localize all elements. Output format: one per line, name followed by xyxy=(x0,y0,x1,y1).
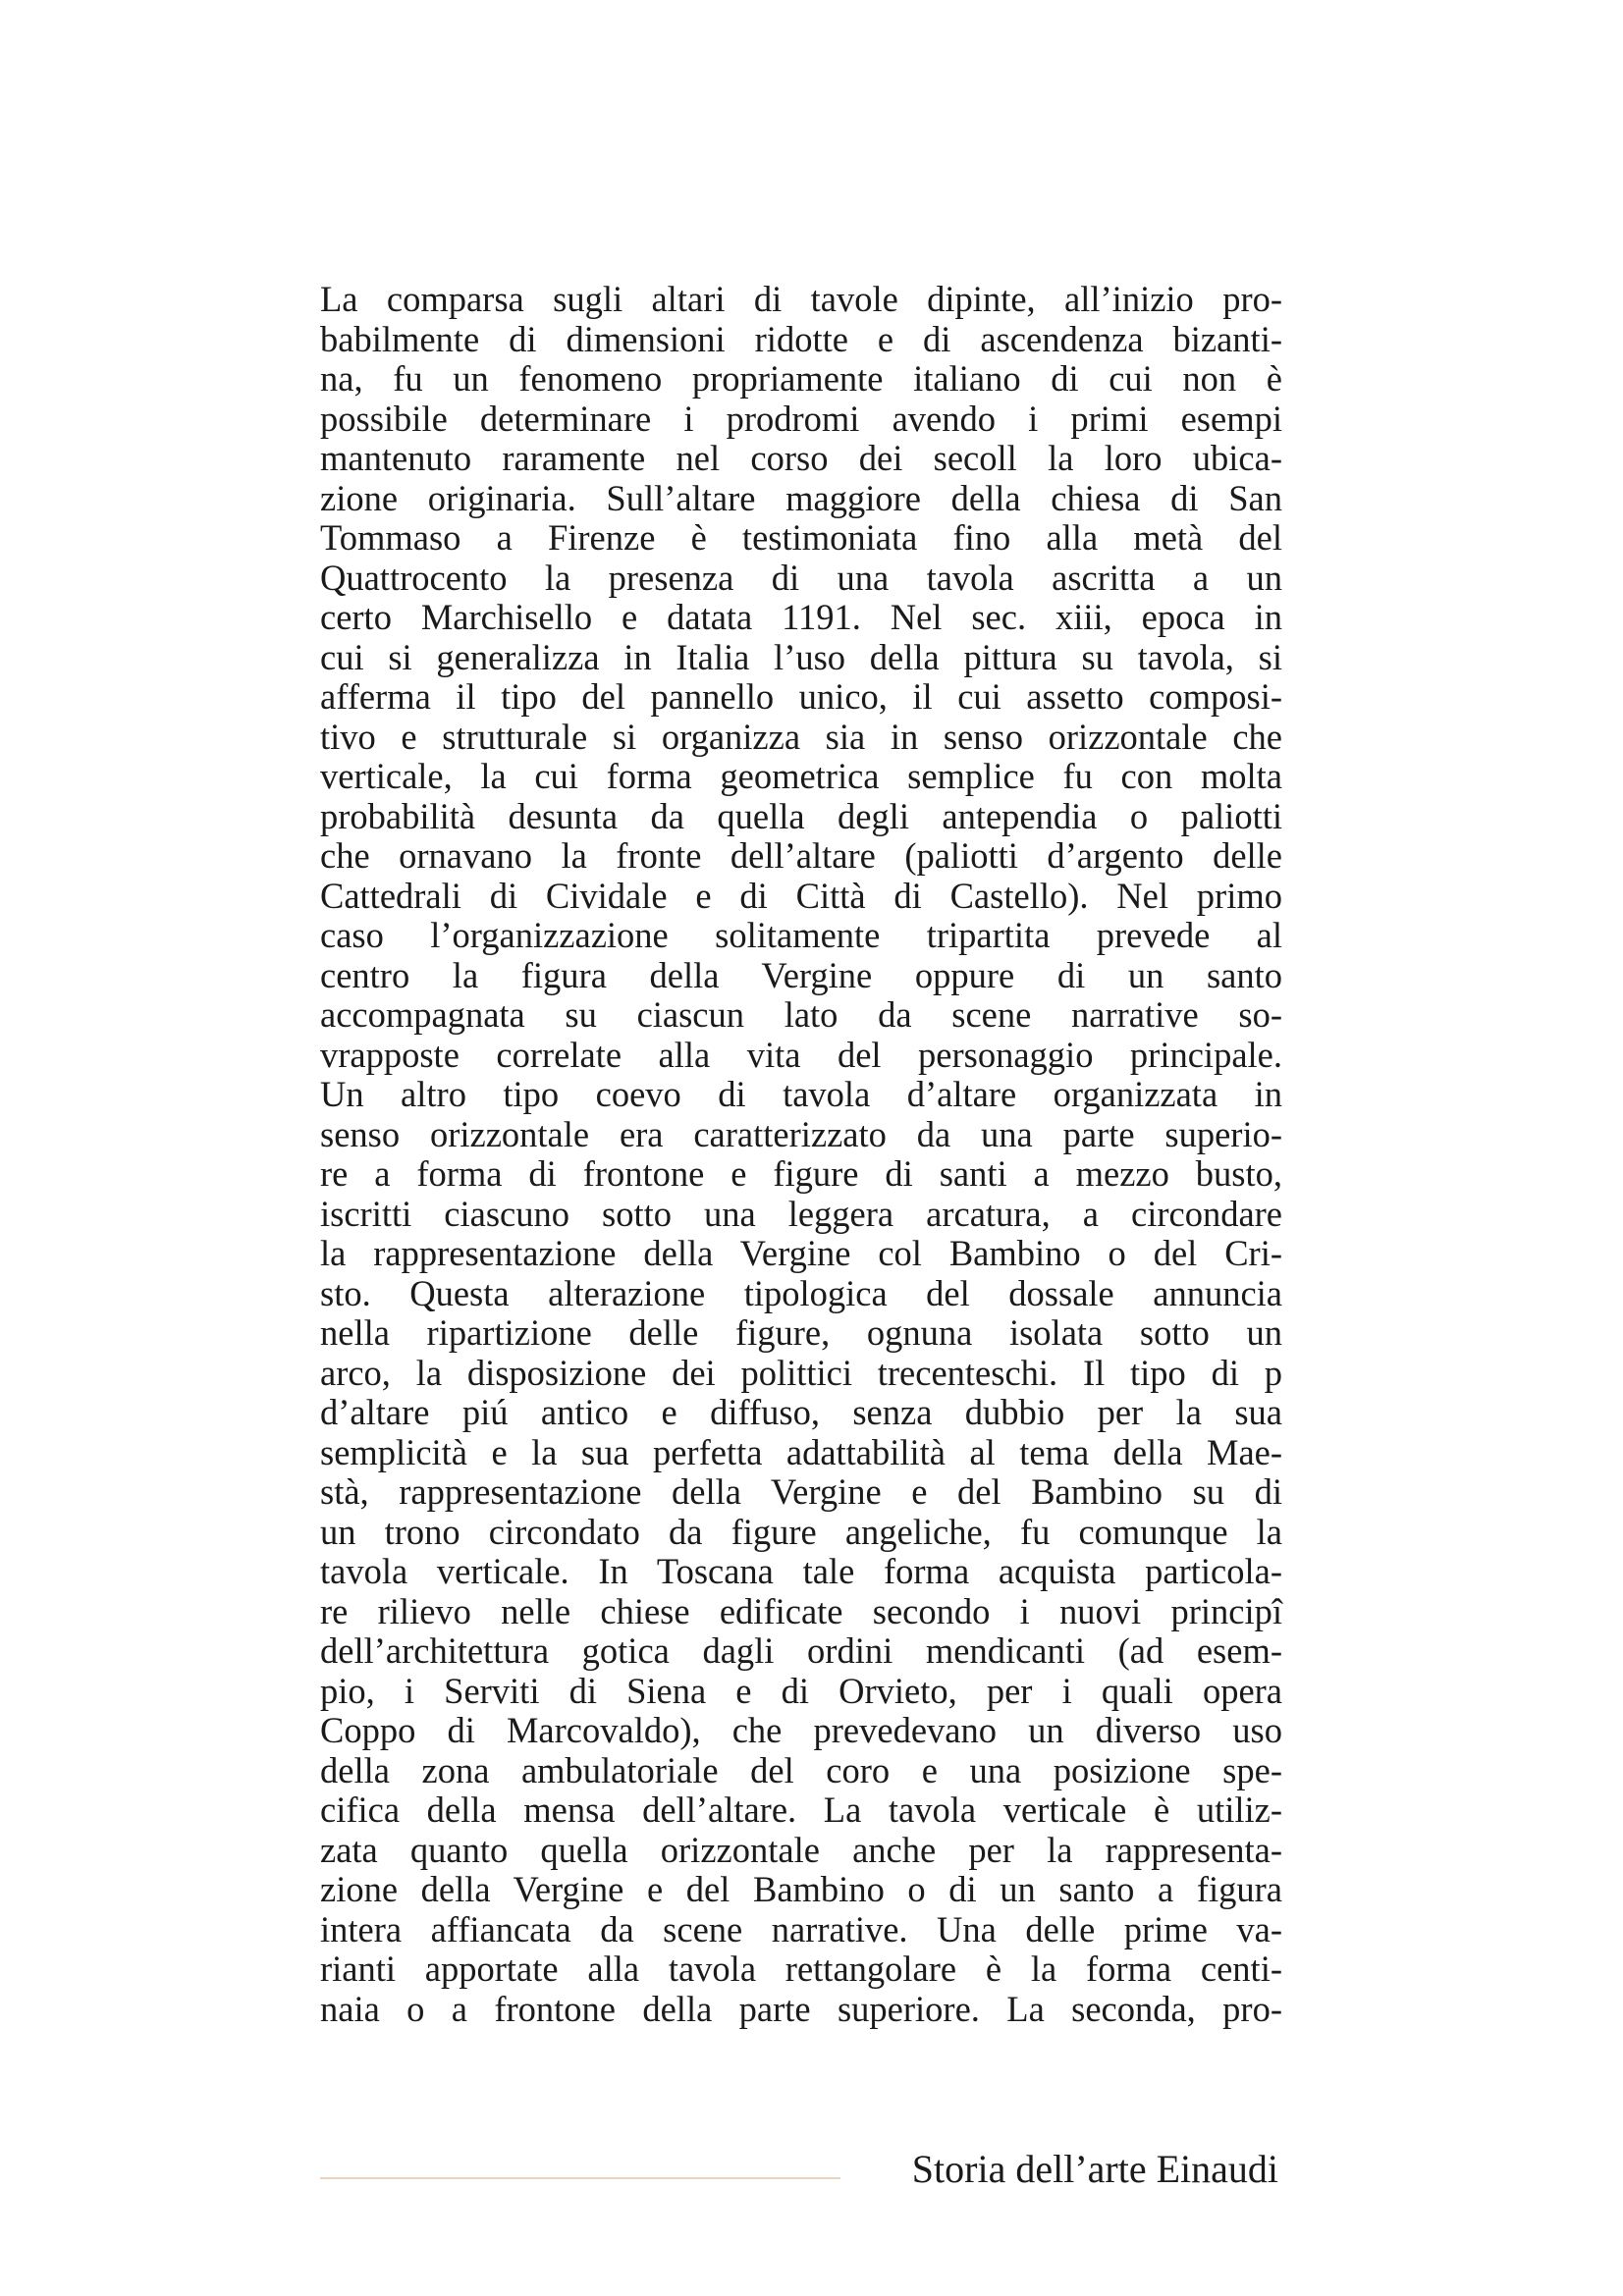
body-line: che ornavano la fronte dell’altare (paliotti d’argento delle xyxy=(320,835,1282,876)
body-line: zata quanto quella orizzontale anche per la rappresenta- xyxy=(320,1829,1282,1870)
body-line: iscritti ciascuno sotto una leggera arcatura, a circondare xyxy=(320,1193,1282,1234)
body-text xyxy=(320,280,1282,2029)
body-line: dell’architettura gotica dagli ordini mendicanti (ad esem- xyxy=(320,1630,1282,1671)
body-line: senso orizzontale era caratterizzato da una parte superio- xyxy=(320,1113,1282,1154)
page-footer xyxy=(320,2140,1282,2199)
body-line: nella ripartizione delle figure, ognuna isolata sotto un xyxy=(320,1312,1282,1353)
body-line: Coppo di Marcovaldo), che prevedevano un diverso uso xyxy=(320,1710,1282,1750)
body-line: na, fu un fenomeno propriamente italiano di cui non è xyxy=(320,358,1282,399)
body-line: la rappresentazione della Vergine col Bambino o del Cri- xyxy=(320,1233,1282,1273)
body-line: sto. Questa alterazione tipologica del dossale annuncia xyxy=(320,1272,1282,1313)
body-line: Un altro tipo coevo di tavola d’altare organizzata in xyxy=(320,1074,1282,1114)
body-line: Cattedrali di Cividale e di Città di Castello). Nel primo xyxy=(320,875,1282,916)
body-line: pio, i Serviti di Siena e di Orvieto, per i quali opera xyxy=(320,1670,1282,1711)
body-line: caso l’organizzazione solitamente tripartita prevede al xyxy=(320,915,1282,955)
body-line: mantenuto raramente nel corso dei secoll la loro ubica- xyxy=(320,438,1282,478)
body-line: certo Marchisello e datata 1191. Nel sec. xiii, epoca in xyxy=(320,597,1282,637)
body-line: cifica della mensa dell’altare. La tavola verticale è utiliz- xyxy=(320,1789,1282,1830)
body-line: Quattrocento la presenza di una tavola ascritta a un xyxy=(320,557,1282,598)
body-line: zione originaria. Sull’altare maggiore della chiesa di San xyxy=(320,477,1282,518)
body-line: tivo e strutturale si organizza sia in senso orizzontale che xyxy=(320,716,1282,757)
body-line: La comparsa sugli altari di tavole dipinte, all’inizio pro- xyxy=(320,279,1282,319)
body-line: intera affiancata da scene narrative. Una delle prime va- xyxy=(320,1908,1282,1949)
body-line: cui si generalizza in Italia l’uso della pittura su tavola, si xyxy=(320,636,1282,677)
body-line: vrapposte correlate alla vita del personaggio principale. xyxy=(320,1034,1282,1075)
body-line: rianti apportate alla tavola rettangolare è la forma centi- xyxy=(320,1949,1282,1989)
body-line: un trono circondato da figure angeliche, fu comunque la xyxy=(320,1511,1282,1552)
body-line: stà, rappresentazione della Vergine e del Bambino su di xyxy=(320,1471,1282,1512)
body-line: zione della Vergine e del Bambino o di un santo a figura xyxy=(320,1869,1282,1909)
footer-title: Storia dell’arte Einaudi xyxy=(911,2147,1278,2191)
body-line: possibile determinare i prodromi avendo i primi esempi xyxy=(320,398,1282,439)
body-line: della zona ambulatoriale del coro e una posizione spe- xyxy=(320,1749,1282,1790)
footer-divider xyxy=(320,2177,840,2179)
body-line: centro la figura della Vergine oppure di un santo xyxy=(320,954,1282,995)
body-line: probabilità desunta da quella degli antependia o paliotti xyxy=(320,795,1282,836)
body-line: Tommaso a Firenze è testimoniata fino alla metà del xyxy=(320,517,1282,558)
body-line: accompagnata su ciascun lato da scene narrative so- xyxy=(320,994,1282,1035)
body-line: arco, la disposizione dei polittici trecenteschi. Il tipo di p xyxy=(320,1352,1282,1393)
body-line: afferma il tipo del pannello unico, il cui assetto composi- xyxy=(320,676,1282,717)
body-line: semplicità e la sua perfetta adattabilità al tema della Mae- xyxy=(320,1431,1282,1472)
body-line: tavola verticale. In Toscana tale forma acquista particola- xyxy=(320,1551,1282,1591)
body-line: verticale, la cui forma geometrica semplice fu con molta xyxy=(320,756,1282,796)
body-line: re rilievo nelle chiese edificate secondo i nuovi principî xyxy=(320,1590,1282,1631)
body-line: d’altare piú antico e diffuso, senza dubbio per la sua xyxy=(320,1392,1282,1432)
body-line: babilmente di dimensioni ridotte e di ascendenza bizanti- xyxy=(320,318,1282,359)
body-line: naia o a frontone della parte superiore. La seconda, pro- xyxy=(320,1988,1282,2029)
body-line: re a forma di frontone e figure di santi a mezzo busto, xyxy=(320,1153,1282,1194)
